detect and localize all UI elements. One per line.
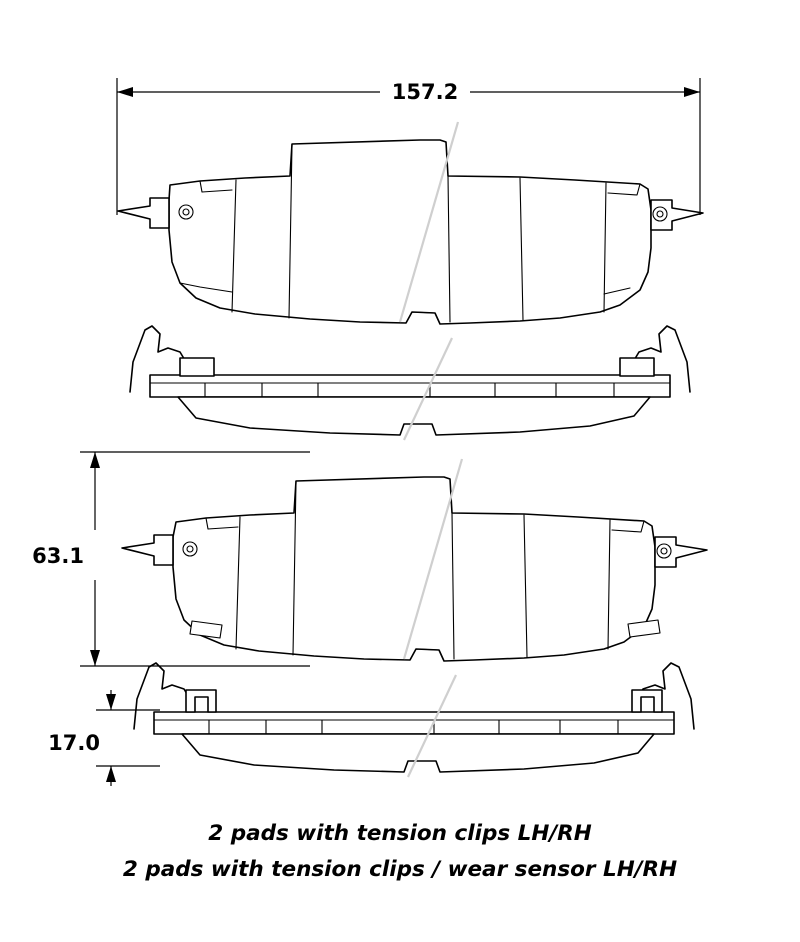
caption-line-2: 2 pads with tension clips / wear sensor LH/RH [122,857,678,882]
dimension-thickness-label: 17.0 [48,731,100,755]
lower-pad-face-view [122,459,707,661]
dimension-length-label: 157.2 [391,80,459,104]
caption-line-1: 2 pads with tension clips LH/RH [208,821,592,846]
dimension-thickness [48,690,160,786]
upper-pad-edge-view [130,326,690,440]
dimension-height-label: 63.1 [32,544,84,568]
upper-pad-face-view [118,122,703,324]
lower-pad-edge-view [134,663,694,777]
